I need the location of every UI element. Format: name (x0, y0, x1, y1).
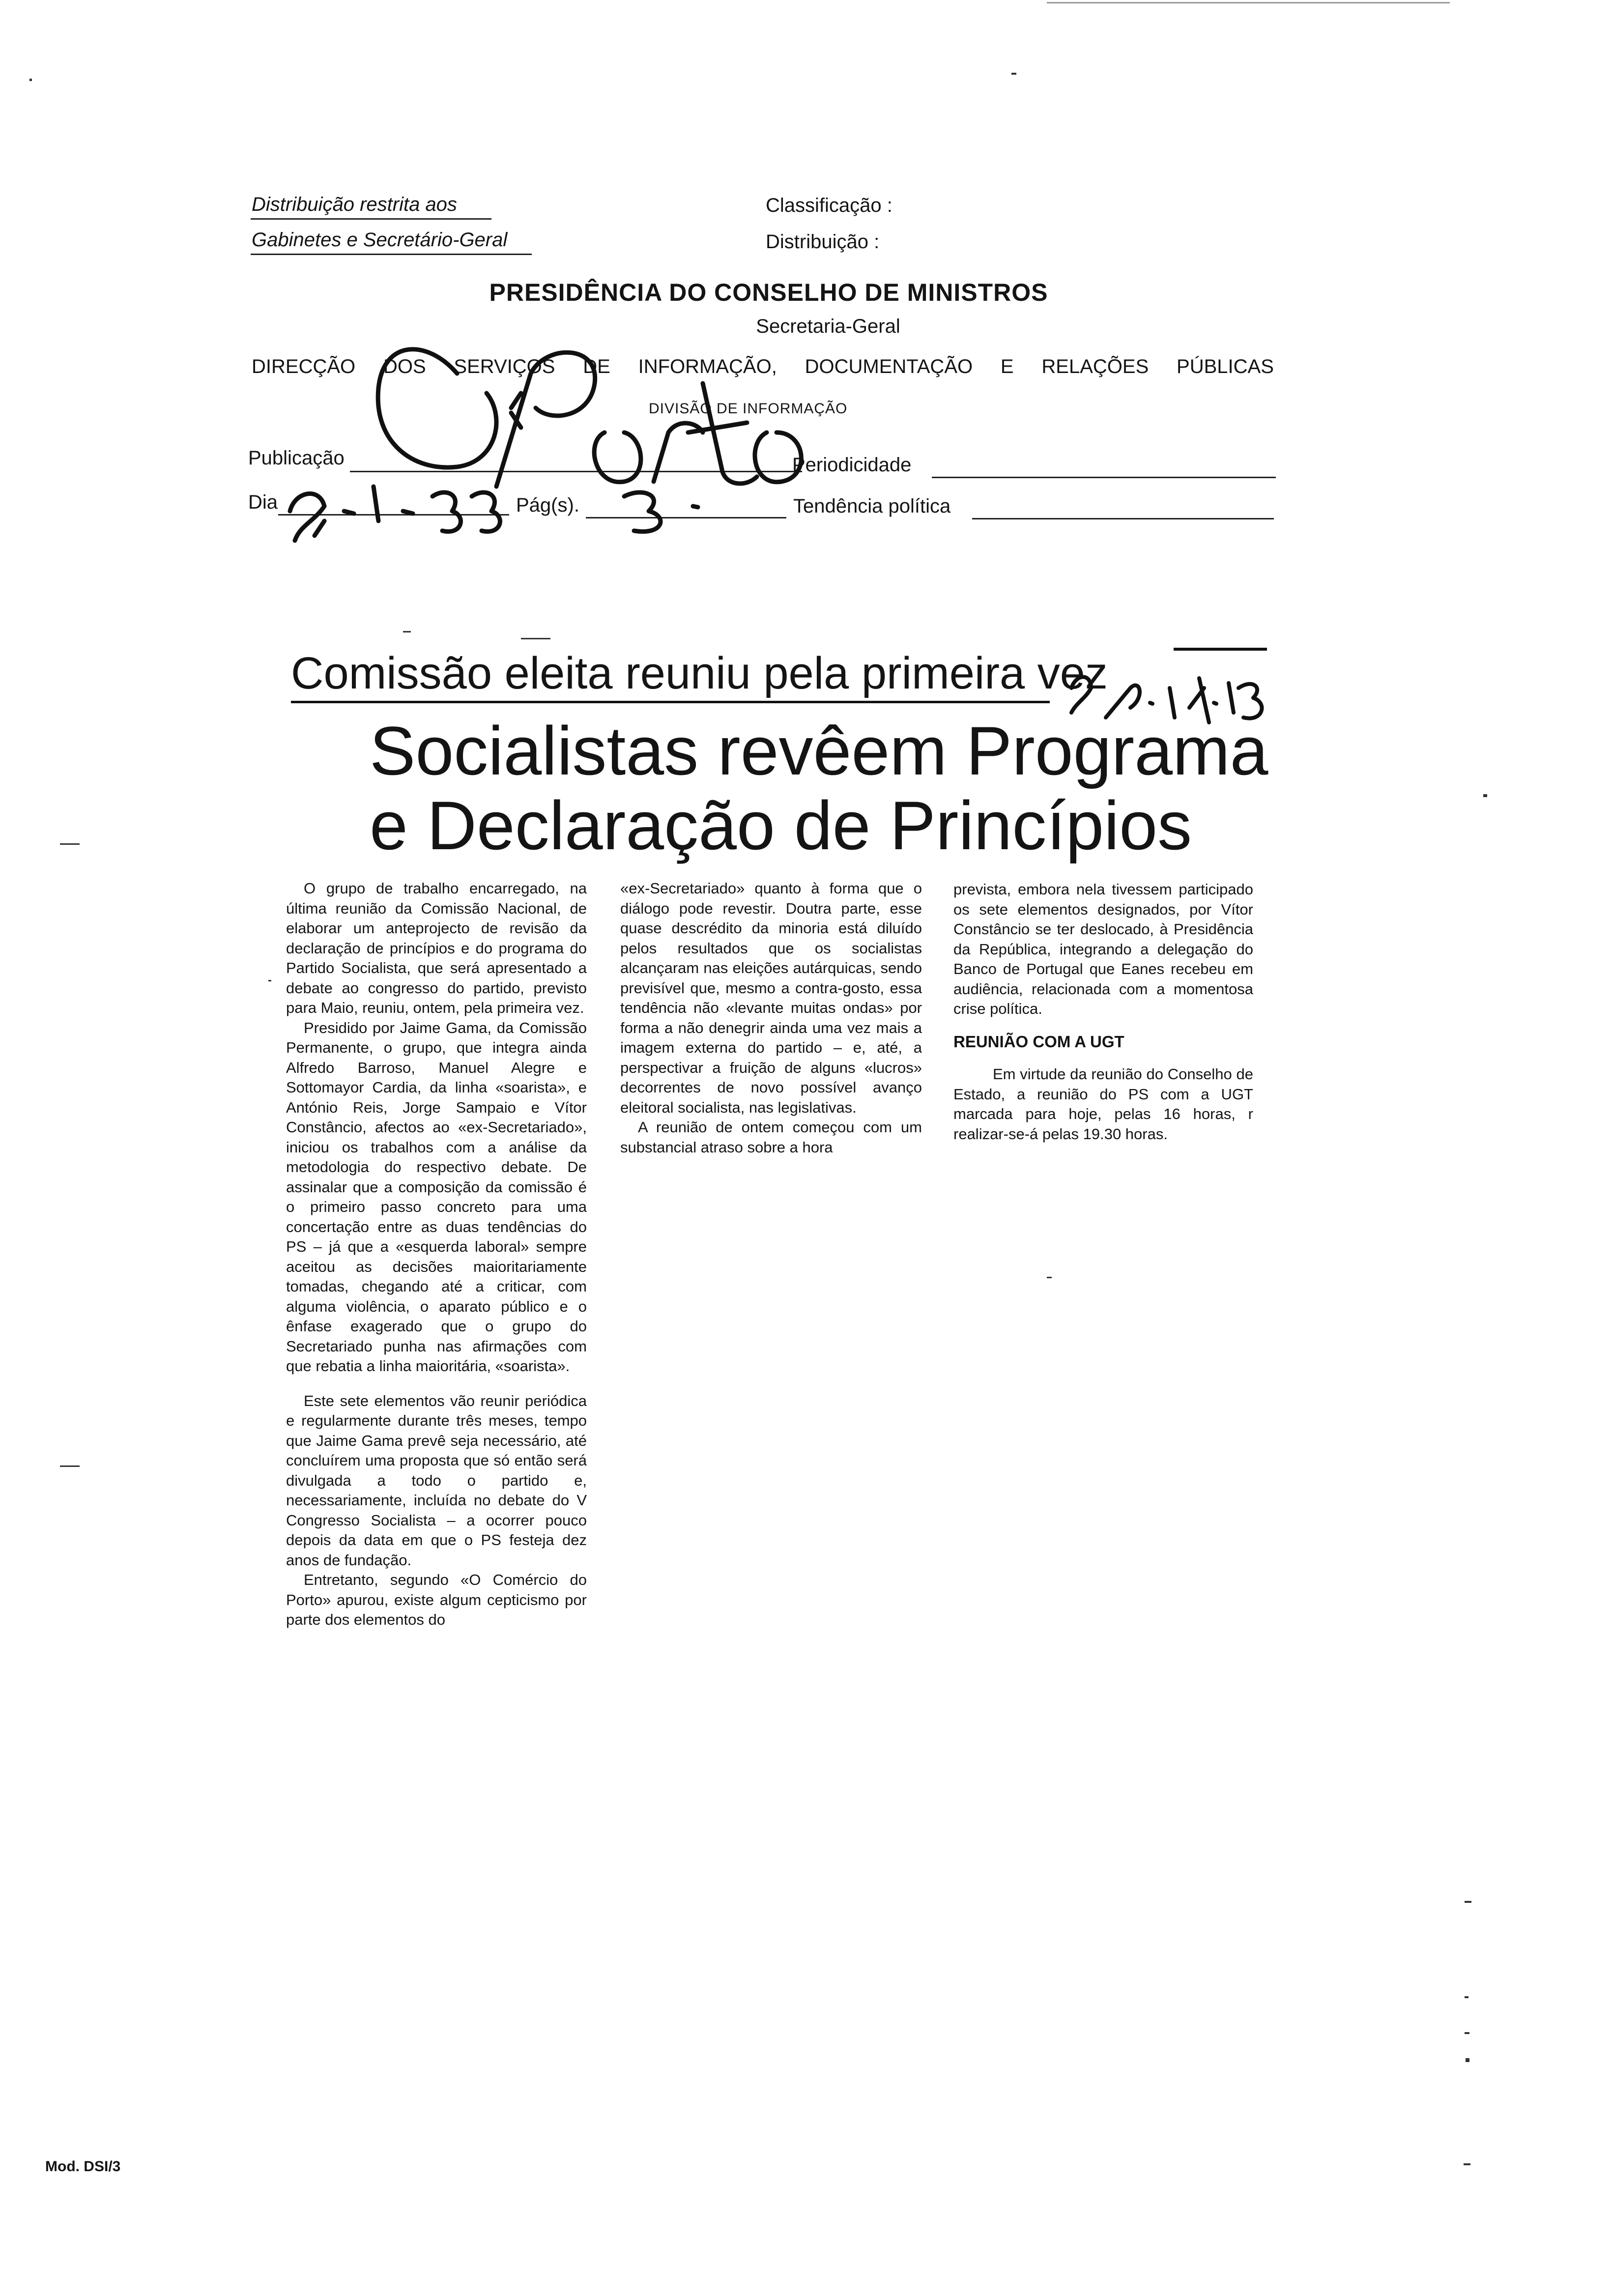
margin-mark (1465, 1901, 1471, 1903)
scan-speck (268, 980, 271, 981)
handwritten-margin-date (0, 0, 1612, 789)
headline-line-1: Socialistas revêem Programa (370, 712, 1268, 789)
col3-subhead: REUNIÃO COM A UGT (953, 1032, 1124, 1051)
distribution-line-1: Distribuição restrita aos (252, 194, 457, 215)
article-column-1 (286, 879, 587, 1630)
margin-mark (1466, 2058, 1469, 2062)
article-headline (370, 714, 1279, 863)
col2-paragraph-2: A reunião de ontem começou com um substancial atraso sobre a hora (620, 1119, 922, 1156)
article-kicker: Comissão eleita reuniu pela primeira vez (291, 648, 1108, 698)
directorate-line: DIRECÇÃO DOS SERVIÇOS DE INFORMAÇÃO, DOCUMENTAÇÃO E RELAÇÕES PÚBLICAS (252, 356, 1274, 377)
distribution-label: Distribuição : (766, 231, 880, 253)
col3-paragraph-1: prevista, embora nela tivessem participado os sete elementos designados, por Vítor Constâncio se ter deslocado, à Presidência da República, integrando a delegação do Banco de Portugal que Eanes recebeu em audiência, relacionada com a momentosa crise política. (953, 881, 1253, 1017)
article-column-2 (620, 879, 922, 1157)
col1-paragraph-1: O grupo de trabalho encarregado, na última reunião da Comissão Nacional, de elaborar um anteprojecto de revisão da declaração de princípios e do programa do Partido Socialista, que será apresentado a debate ao congresso do partido, previsto para Maio, reuniu, ontem, pela primeira vez. (286, 880, 587, 1016)
distribution-line-2: Gabinetes e Secretário-Geral (252, 229, 508, 251)
periodicity-label: Periodicidade (792, 454, 912, 476)
col1-paragraph-3: Este sete elementos vão reunir periódica e regularmente durante três meses, tempo que Jaime Gama prevê seja necessário, até concluírem uma proposta que só então será divulgada a todo o partido e, necessariamente, incluída no debate do V Congresso Socialista – a ocorrer pouco depois da data em que o PS festeja dez anos de fundação. (286, 1392, 587, 1569)
form-code: Mod. DSI/3 (45, 2158, 121, 2175)
scan-speck (1483, 794, 1487, 797)
margin-mark (60, 1465, 80, 1467)
headline-line-2: e Declaração de Princípios (370, 787, 1192, 864)
col3-paragraph-2: Em virtude da reunião do Conselho de Estado, a reunião do PS com a UGT marcada para hoje, pelas 16 horas, r realizar-se-á pelas 19.30 horas. (953, 1065, 1253, 1143)
division-label: DIVISÃO DE INFORMAÇÃO (649, 401, 848, 417)
article-column-3 (953, 880, 1253, 1144)
classification-label: Classificação : (766, 195, 892, 216)
office-subtitle: Secretaria-Geral (756, 316, 900, 337)
day-label: Dia (248, 491, 278, 513)
scan-edge-line (1047, 2, 1450, 3)
political-tendency-label: Tendência política (793, 495, 951, 517)
col2-paragraph-1: «ex-Secretariado» quanto à forma que o diálogo pode revestir. Doutra parte, esse quase descrédito da minoria está diluído pelos resultados que os socialistas alcançaram nas eleições autárquicas, sendo previsível que, mesmo a contra-gosto, essa tendência não «levante muitas ondas» por forma a não denegrir ainda uma vez mais a imagem externa do partido – e, até, a perspectivar a fruição de alguns «lucros» decorrentes de novo possível avanço eleitoral socialista, nas legislativas. (620, 880, 922, 1116)
pages-label: Pág(s). (516, 494, 579, 516)
scan-speck (403, 631, 411, 632)
margin-mark (1465, 1996, 1468, 1998)
office-title: PRESIDÊNCIA DO CONSELHO DE MINISTROS (489, 279, 1048, 306)
margin-mark (60, 843, 80, 845)
col1-paragraph-2: Presidido por Jaime Gama, da Comissão Permanente, o grupo, que integra ainda Alfredo Barroso, Manuel Alegre e Sottomayor Cardia, da linha «soarista», e António Reis, Jorge Sampaio e Vítor Constâncio, afectos ao «ex-Secretariado», iniciou os trabalhos com a análise da metodologia do respectivo debate. De assinalar que a composição da comissão é o primeiro passo concreto para uma concertação entre as duas tendências do PS – já que a «esquerda laboral» sempre aceitou as decisões maioritariamente tomadas, chegando até a criticar, com alguma violência, o aparato público e o ênfase exagerado que o grupo do Secretariado punha nas afirmações com que rebatia a linha maioritária, «soarista». (286, 1019, 587, 1375)
scan-speck (1047, 1277, 1052, 1278)
scan-speck (1011, 73, 1016, 75)
scan-speck (29, 79, 32, 81)
publication-label: Publicação (248, 447, 345, 469)
margin-mark (1465, 2032, 1469, 2034)
margin-mark (1464, 2163, 1470, 2165)
col1-paragraph-4: Entretanto, segundo «O Comércio do Porto» apurou, existe algum cepticismo por parte dos elementos do (286, 1571, 587, 1628)
scan-speck (521, 638, 550, 639)
